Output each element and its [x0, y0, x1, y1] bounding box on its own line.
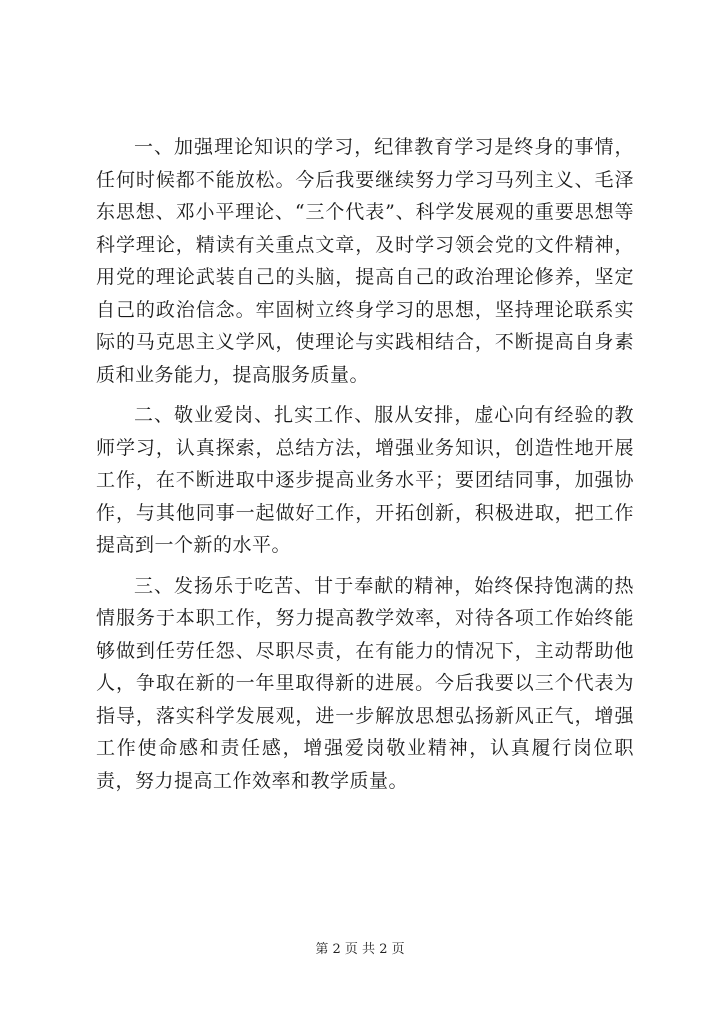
page-number-footer: 第 2 页 共 2 页 — [315, 942, 405, 957]
paragraph-2: 二、敬业爱岗、扎实工作、服从安排，虚心向有经验的教师学习，认真探索，总结方法，增强业务知识，创造性地开展工作，在不断进取中逐步提高业务水平；要团结同事，加强协作，与其他同事一起做好工作，开拓创新，积极进取，把工作提高到一个新的水平。 — [96, 404, 634, 556]
paragraph-3: 三、发扬乐于吃苦、甘于奉献的精神，始终保持饱满的热情服务于本职工作，努力提高教学效率，对待各项工作始终能够做到任劳任怨、尽职尽责，在有能力的情况下，主动帮助他人，争取在新的一年里取得新的进展。今后我要以三个代表为指导，落实科学发展观，进一步解放思想弘扬新风正气，增强工作使命感和责任感，增强爱岗敬业精神，认真履行岗位职责，努力提高工作效率和教学质量。 — [96, 574, 634, 792]
paragraph-1: 一、加强理论知识的学习，纪律教育学习是终身的事情，任何时候都不能放松。今后我要继续努力学习马列主义、毛泽东思想、邓小平理论、“三个代表”、科学发展观的重要思想等科学理论，精读有关重点文章，及时学习领会党的文件精神，用党的理论武装自己的头脑，提高自己的政治理论修养，坚定自己的政治信念。牢固树立终身学习的思想，坚持理论联系实际的马克思主义学风，使理论与实践相结合，不断提高自身素质和业务能力，提高服务质量。 — [96, 136, 634, 386]
document-body — [96, 131, 634, 805]
